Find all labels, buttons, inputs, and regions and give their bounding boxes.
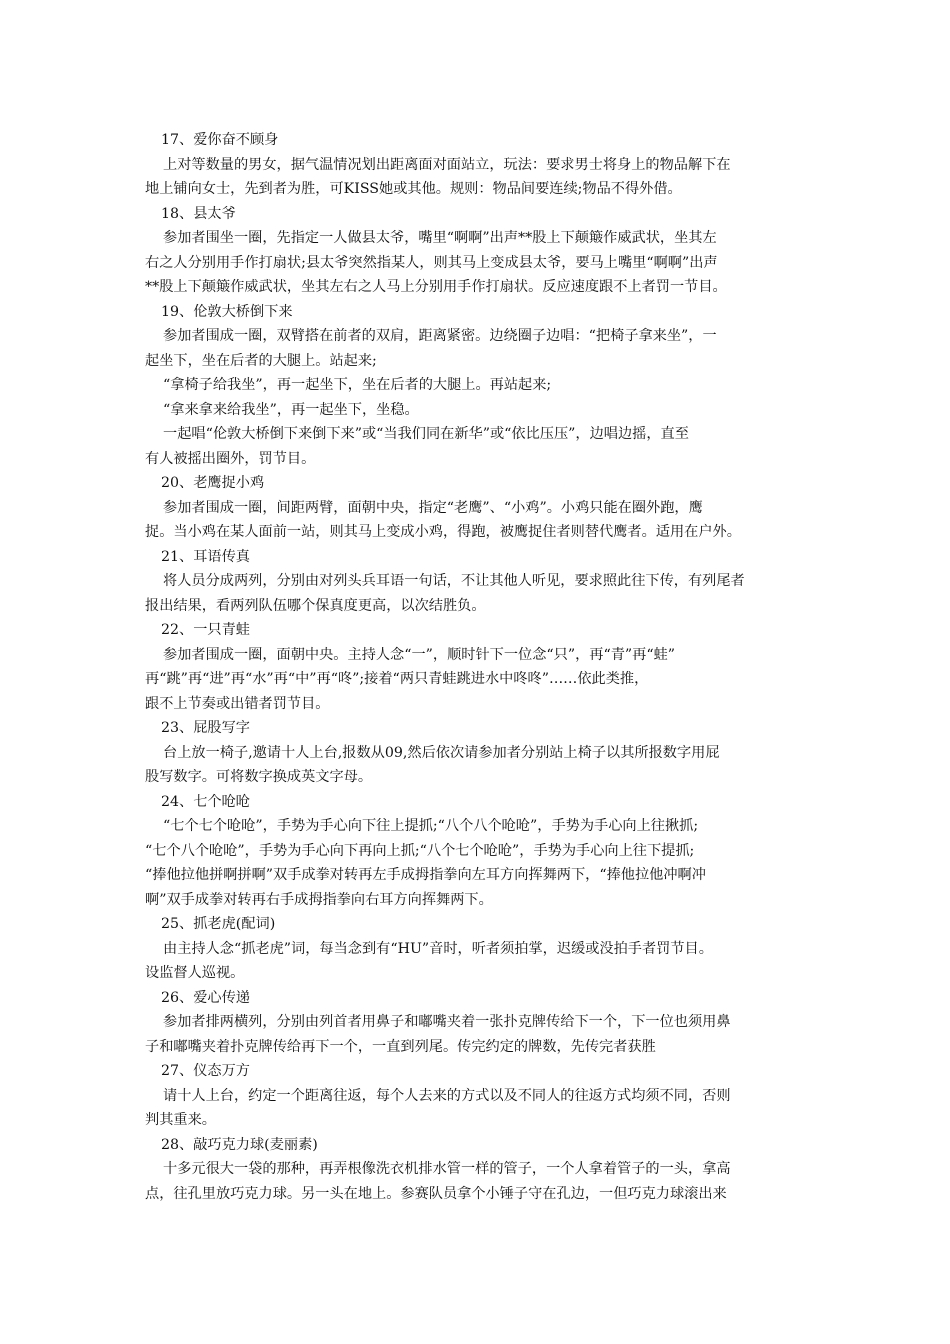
paragraph-first-line: 一起唱“伦敦大桥倒下来倒下来”或“当我们同在新华”或“依比压压”，边唱边摇，直至 [163,426,689,442]
paragraph-first-line: 将人员分成两列，分别由对列头兵耳语一句话，不让其他人听见，要求照此往下传，有列尾者 [163,573,745,589]
section-title: 18、县太爷 [161,205,236,222]
body-line: 判其重来。 [145,1112,216,1128]
paragraph-first-line: 台上放一椅子,邀请十人上台,报数从09,然后依次请参加者分别站上椅子以其所报数字用屁 [163,744,720,761]
paragraph-first-line: 参加者排两横列，分别由列首者用鼻子和嘟嘴夹着一张扑克牌传给下一个，下一位也须用鼻 [163,1014,731,1030]
paragraph-first-line: 请十人上台，约定一个距离往返，每个人去来的方式以及不同人的往返方式均须不同，否则 [163,1087,731,1104]
body-line: 啊”双手成拳对转再右手成拇指拳向右耳方向挥舞两下。 [145,891,493,908]
section-title: 21、耳语传真 [161,548,250,565]
section-title: 20、老鹰捉小鸡 [161,475,265,491]
body-line: 子和嘟嘴夹着扑克牌传给再下一个，一直到列尾。传完约定的牌数，先传完者获胜 [145,1038,656,1055]
paragraph-first-line: “拿来拿来给我坐”，再一起坐下，坐稳。 [163,401,419,418]
paragraph-first-line: 参加者围坐一圈，先指定一人做县太爷，嘴里“啊啊”出声**股上下颠簸作威武状，坐其左 [163,230,717,246]
section-title: 19、伦敦大桥倒下来 [161,303,293,320]
section-title: 24、七个呛呛 [161,793,250,810]
body-line: 设监督人巡视。 [145,965,245,981]
paragraph-first-line: 上对等数量的男女，据气温情况划出距离面对面站立，玩法：要求男士将身上的物品解下在 [163,156,731,173]
paragraph-first-line: 十多元很大一袋的那种，再弄根像洗衣机排水管一样的管子，一个人拿着管子的一头，拿高 [163,1161,731,1177]
section-title: 23、屁股写字 [161,720,250,736]
body-line: “捧他拉他拼啊拼啊”双手成拳对转再左手成拇指拳向左耳方向挥舞两下，“捧他拉他冲啊冲 [145,867,706,883]
body-line: 起坐下，坐在后者的大腿上。站起来; [145,352,377,369]
body-line: 股写数字。可将数字换成英文字母。 [145,769,373,785]
section-title: 28、敲巧克力球(麦丽素) [161,1136,318,1153]
paragraph-first-line: 参加者围成一圈，面朝中央。主持人念“一”，顺时针下一位念“只”，再“青”再“蛙” [163,646,676,663]
document-page [145,128,810,1206]
paragraph-first-line: 由主持人念“抓老虎”词，每当念到有“HU”音时，听者须拍掌，迟缓或没拍手者罚节目。 [163,940,713,957]
body-line: 点，往孔里放巧克力球。另一头在地上。参赛队员拿个小锤子守在孔边，一但巧克力球滚出来 [145,1185,727,1202]
body-line: “七个八个呛呛”，手势为手心向下再向上抓;“八个七个呛呛”，手势为手心向上往下提抓; [145,842,695,859]
section-title: 27、仪态万方 [161,1063,250,1079]
section-title: 22、一只青蛙 [161,622,250,638]
body-line: **股上下颠簸作威武状，坐其左右之人马上分别用手作打扇状。反应速度跟不上者罚一节目。 [145,279,727,295]
paragraph-first-line: 参加者围成一圈，双臂搭在前者的双肩，距离紧密。边绕圈子边唱：“把椅子拿来坐”，一 [163,328,717,344]
section-title: 26、爱心传递 [161,989,250,1006]
body-line: 捉。当小鸡在某人面前一站，则其马上变成小鸡，得跑，被鹰捉住者则替代鹰者。适用在户外。 [145,524,741,540]
body-line: 跟不上节奏或出错者罚节目。 [145,695,330,712]
paragraph-first-line: 参加者围成一圈，间距两臂，面朝中央，指定“老鹰”、“小鸡”。小鸡只能在圈外跑，鹰 [163,499,703,516]
body-line: 再“跳”再“进”再“水”再“中”再“咚”;接着“两只青蛙跳进水中咚咚”……依此类推， [145,671,649,687]
paragraph-first-line: “拿椅子给我坐”，再一起坐下，坐在后者的大腿上。再站起来; [163,377,552,393]
section-title: 25、抓老虎(配词) [161,916,276,932]
paragraph-first-line: “七个七个呛呛”，手势为手心向下往上提抓;“八个八个呛呛”，手势为手心向上往揪抓; [163,818,699,834]
body-line: 右之人分别用手作打扇状;县太爷突然指某人，则其马上变成县太爷，要马上嘴里“啊啊”出声 [145,254,718,271]
body-line: 有人被摇出圈外，罚节目。 [145,450,316,467]
section-title: 17、爱你奋不顾身 [161,132,279,148]
body-line: 地上铺向女士，先到者为胜，可KISS她或其他。规则：物品间要连续;物品不得外借。 [145,181,682,197]
body-line: 报出结果，看两列队伍哪个保真度更高，以次结胜负。 [145,597,486,614]
